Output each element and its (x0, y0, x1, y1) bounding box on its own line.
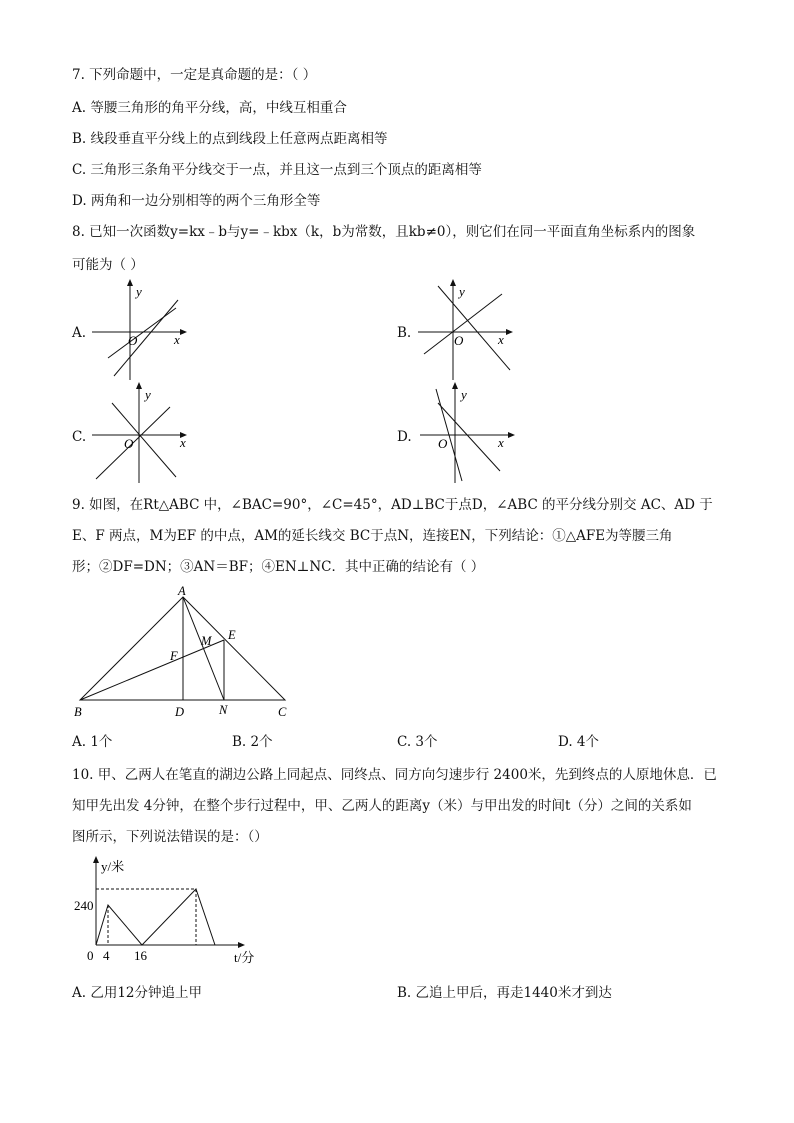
y-arrow (127, 279, 133, 286)
q7-stem: 7. 下列命题中，一定是真命题的是：（ ） (72, 67, 317, 83)
q8-graph-d (420, 385, 520, 485)
x-label: x (498, 435, 504, 450)
y-arrow (452, 382, 458, 389)
t-axis-label: t/分 (234, 950, 255, 965)
point-f-label: F (170, 649, 178, 663)
q7-option-b: B. 线段垂直平分线上的点到线段上任意两点距离相等 (72, 131, 388, 147)
point-n-label: N (219, 703, 228, 717)
y-label: y (459, 284, 465, 299)
q9-option-d: D. 4个 (558, 734, 600, 750)
point-m-label: M (201, 634, 212, 648)
q8-option-c-label: C. (72, 429, 87, 445)
q9-option-b: B. 2个 (232, 734, 273, 750)
y-axis-label: y/米 (101, 859, 125, 874)
point-a-label: A (178, 584, 186, 598)
y-arrow (93, 856, 99, 863)
x-tick-4: 4 (103, 948, 110, 963)
y-label: y (461, 387, 467, 402)
origin-label: O (124, 436, 134, 451)
line-2 (108, 308, 176, 358)
q7-option-d: D. 两角和一边分别相等的两个三角形全等 (72, 193, 321, 209)
q9-stem-line2: E、F 两点，M为EF 的中点，AM的延长线交 BC于点N，连接EN，下列结论：①△AFE为等腰三角 (72, 528, 673, 544)
q8-option-b-label: B. (397, 325, 412, 341)
q9-stem-line3: 形；②DF=DN；③AN＝BF；④EN⊥NC．其中正确的结论有（ ） (72, 559, 485, 575)
q9-triangle-figure (70, 582, 300, 722)
q10-stem-line1: 10. 甲、乙两人在笔直的湖边公路上同起点、同终点、同方向匀速步行 2400米，先到终点的人原地休息．已 (72, 767, 717, 783)
origin-label: O (128, 333, 138, 348)
q8-option-d-label: D. (397, 429, 412, 445)
x-label: x (180, 435, 186, 450)
q7-option-c: C. 三角形三条角平分线交于一点，并且这一点到三个顶点的距离相等 (72, 162, 482, 178)
x-arrow (180, 329, 187, 335)
point-b-label: B (74, 705, 82, 719)
line-1 (112, 403, 176, 477)
q10-distance-graph (74, 855, 280, 967)
point-c-label: C (278, 705, 287, 719)
y-label: y (136, 284, 142, 299)
line-1 (114, 300, 178, 376)
q8-graph-b (418, 282, 518, 382)
q9-option-c: C. 3个 (397, 734, 438, 750)
q8-stem-line2: 可能为（ ） (72, 257, 144, 273)
point-e-label: E (228, 628, 236, 642)
q8-stem-line1: 8. 已知一次函数y=kx﹣b与y=﹣kbx（k，b为常数，且kb≠0），则它们在同一平面直角坐标系内的图象 (72, 224, 696, 240)
q8-graph-a (92, 282, 192, 382)
y-arrow (450, 279, 456, 286)
segment-an (183, 597, 224, 700)
q9-stem-line1: 9. 如图，在Rt△ABC 中，∠BAC=90°，∠C=45°，AD⊥BC于点D，∠ABC 的平分线分别交 AC、AD 于 (72, 497, 713, 513)
q10-option-b: B. 乙追上甲后，再走1440米才到达 (397, 985, 612, 1001)
x-tick-16: 16 (134, 948, 147, 963)
q9-option-a: A. 1个 (72, 734, 113, 750)
y-arrow (136, 382, 142, 389)
line-1 (438, 286, 510, 370)
origin-label: O (454, 333, 464, 348)
q10-option-a: A. 乙用12分钟追上甲 (72, 985, 203, 1001)
q10-stem-line3: 图所示，下列说法错误的是：（） (72, 829, 268, 845)
point-d-label: D (175, 705, 185, 719)
distance-polyline (96, 889, 215, 945)
origin-label: 0 (87, 948, 94, 963)
q10-stem-line2: 知甲先出发 4分钟，在整个步行过程中，甲、乙两人的距离y（米）与甲出发的时间t（分）之间的关系如 (72, 798, 692, 814)
segment-be (80, 640, 224, 700)
q7-option-a: A. 等腰三角形的角平分线，高，中线互相重合 (72, 100, 347, 116)
x-arrow (506, 329, 513, 335)
x-label: x (498, 332, 504, 347)
x-arrow (508, 432, 515, 438)
y-tick-240: 240 (74, 898, 94, 913)
origin-label: O (438, 436, 448, 451)
q8-graph-c (92, 385, 192, 485)
x-label: x (174, 332, 180, 347)
t-arrow (238, 942, 245, 948)
y-label: y (145, 387, 151, 402)
q8-option-a-label: A. (72, 325, 87, 341)
